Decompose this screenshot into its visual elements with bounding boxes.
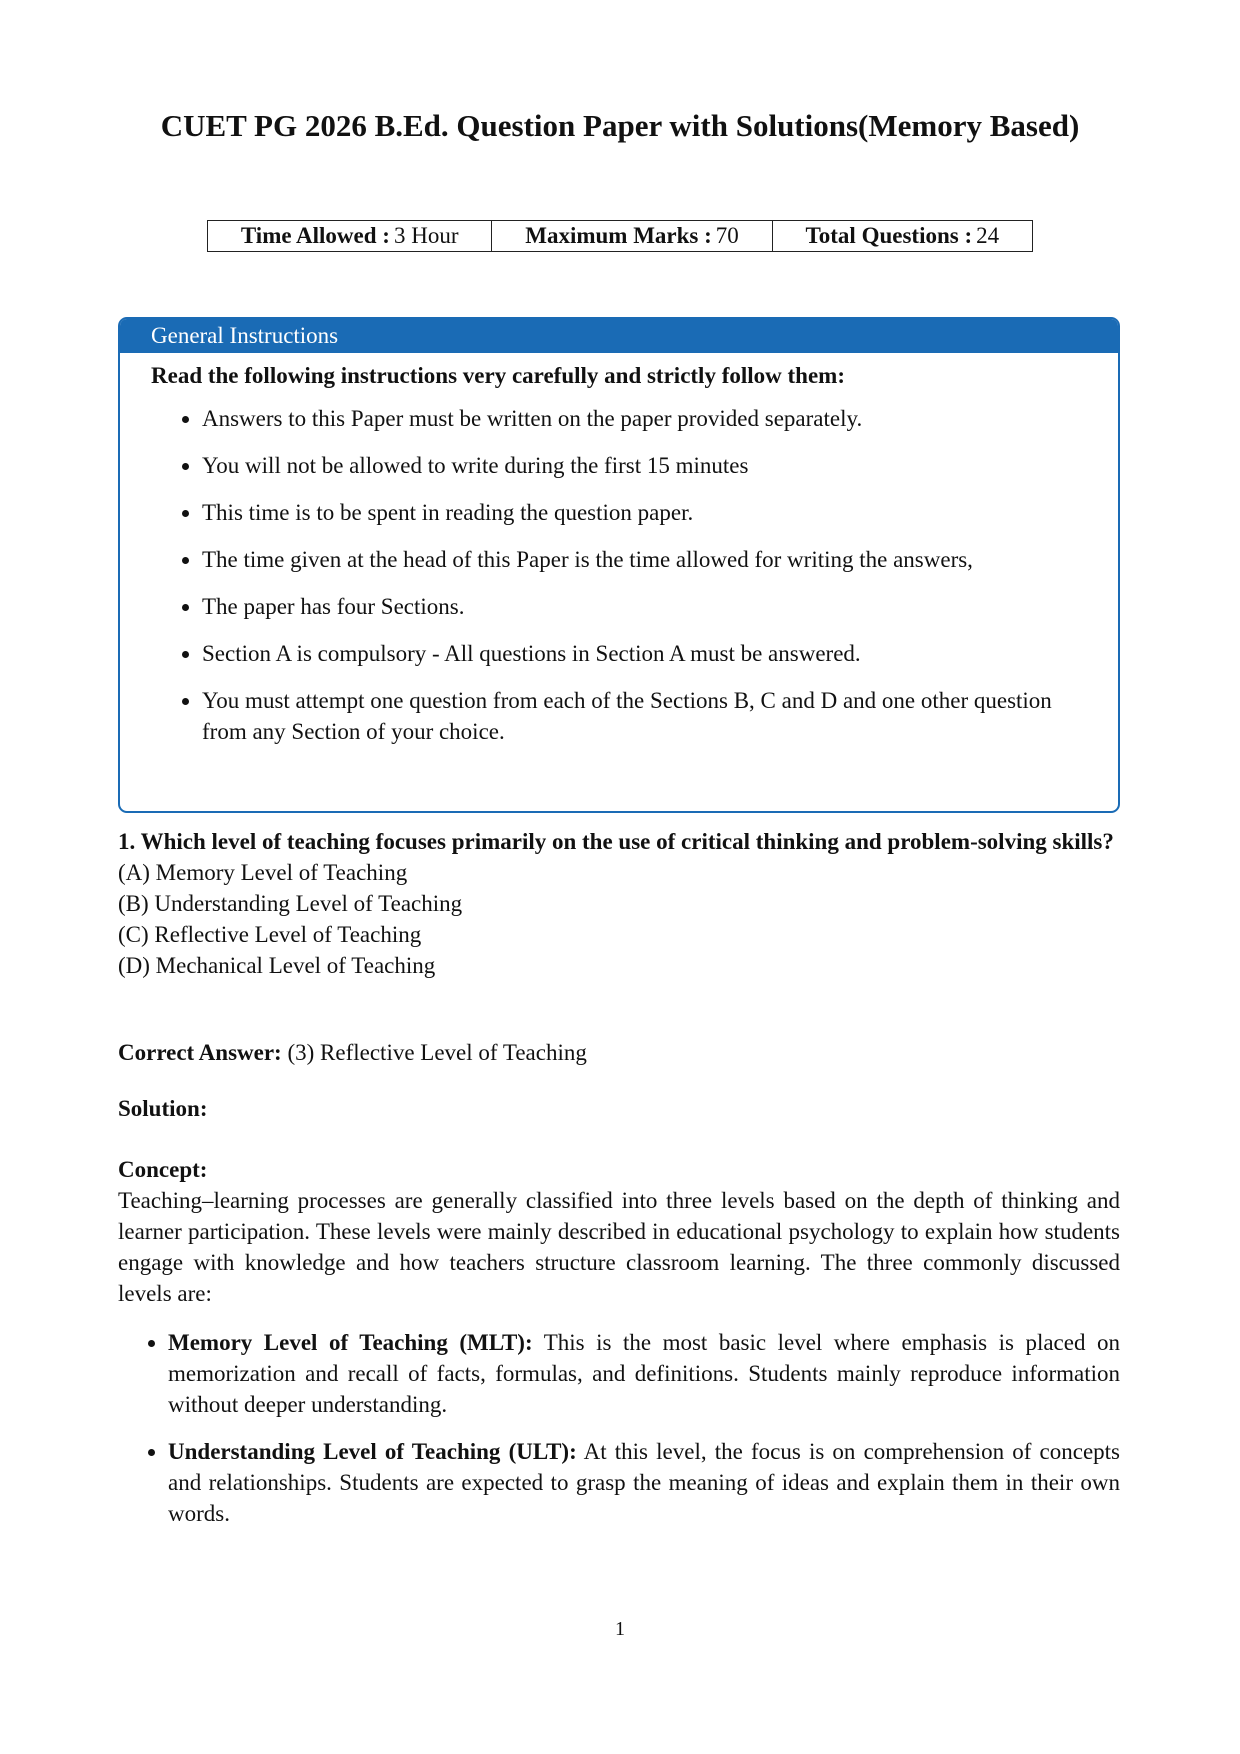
exam-meta-table (207, 220, 1033, 252)
option-d: (D) Mechanical Level of Teaching (118, 953, 436, 978)
option-a: (A) Memory Level of Teaching (118, 860, 408, 885)
list-item: • You must attempt one question from each of the Sections B, C and D and one other question from any Section of your choice. (202, 685, 1078, 747)
list-item: • Memory Level of Teaching (MLT): This is the most basic level where emphasis is placed on memorization and recall of facts, formulas, and definitions. Students mainly reproduce information without deeper understanding. (168, 1327, 1120, 1420)
question-text: 1. Which level of teaching focuses primarily on the use of critical thinking and problem-solving skills? (118, 829, 1114, 854)
concept-paragraph: Teaching–learning processes are generally classified into three levels based on the depth of thinking and learner participation. These levels were mainly described in educational psychology to explain how students engage with knowledge and how teachers structure classroom learning. The three commonly discussed levels are: (118, 1188, 1120, 1306)
levels-list (118, 1327, 1120, 1529)
solution-heading: Solution: (118, 1096, 208, 1121)
question-section (118, 826, 1120, 1545)
instructions-lead: Read the following instructions very carefully and strictly follow them: (151, 363, 845, 388)
concept-heading: Concept: (118, 1157, 208, 1182)
list-item: • You will not be allowed to write during the first 15 minutes (202, 450, 1078, 481)
option-c: (C) Reflective Level of Teaching (118, 922, 422, 947)
list-item: • This time is to be spent in reading the question paper. (202, 497, 1078, 528)
instructions-heading: General Instructions (120, 319, 1118, 353)
option-b: (B) Understanding Level of Teaching (118, 891, 463, 916)
page-number: 1 (615, 1618, 625, 1640)
meta-questions: Total Questions : 24 (805, 223, 1000, 248)
meta-time: Time Allowed : 3 Hour (208, 221, 492, 251)
list-item: • Answers to this Paper must be written on the paper provided separately. (202, 403, 1078, 434)
instructions-list (170, 403, 1078, 747)
instructions-box (118, 317, 1120, 813)
correct-answer: Correct Answer: (3) Reflective Level of Teaching (118, 1040, 587, 1065)
list-item: • The time given at the head of this Paper is the time allowed for writing the answers, (202, 544, 1078, 575)
list-item: • Understanding Level of Teaching (ULT): At this level, the focus is on comprehension of concepts and relationships. Students are expected to grasp the meaning of ideas and explain them in their own words. (168, 1436, 1120, 1529)
page-title: CUET PG 2026 B.Ed. Question Paper with Solutions(Memory Based) (160, 108, 1080, 143)
list-item: • The paper has four Sections. (202, 591, 1078, 622)
list-item: • Section A is compulsory - All questions in Section A must be answered. (202, 638, 1078, 669)
meta-marks: Maximum Marks : 70 (492, 221, 772, 251)
